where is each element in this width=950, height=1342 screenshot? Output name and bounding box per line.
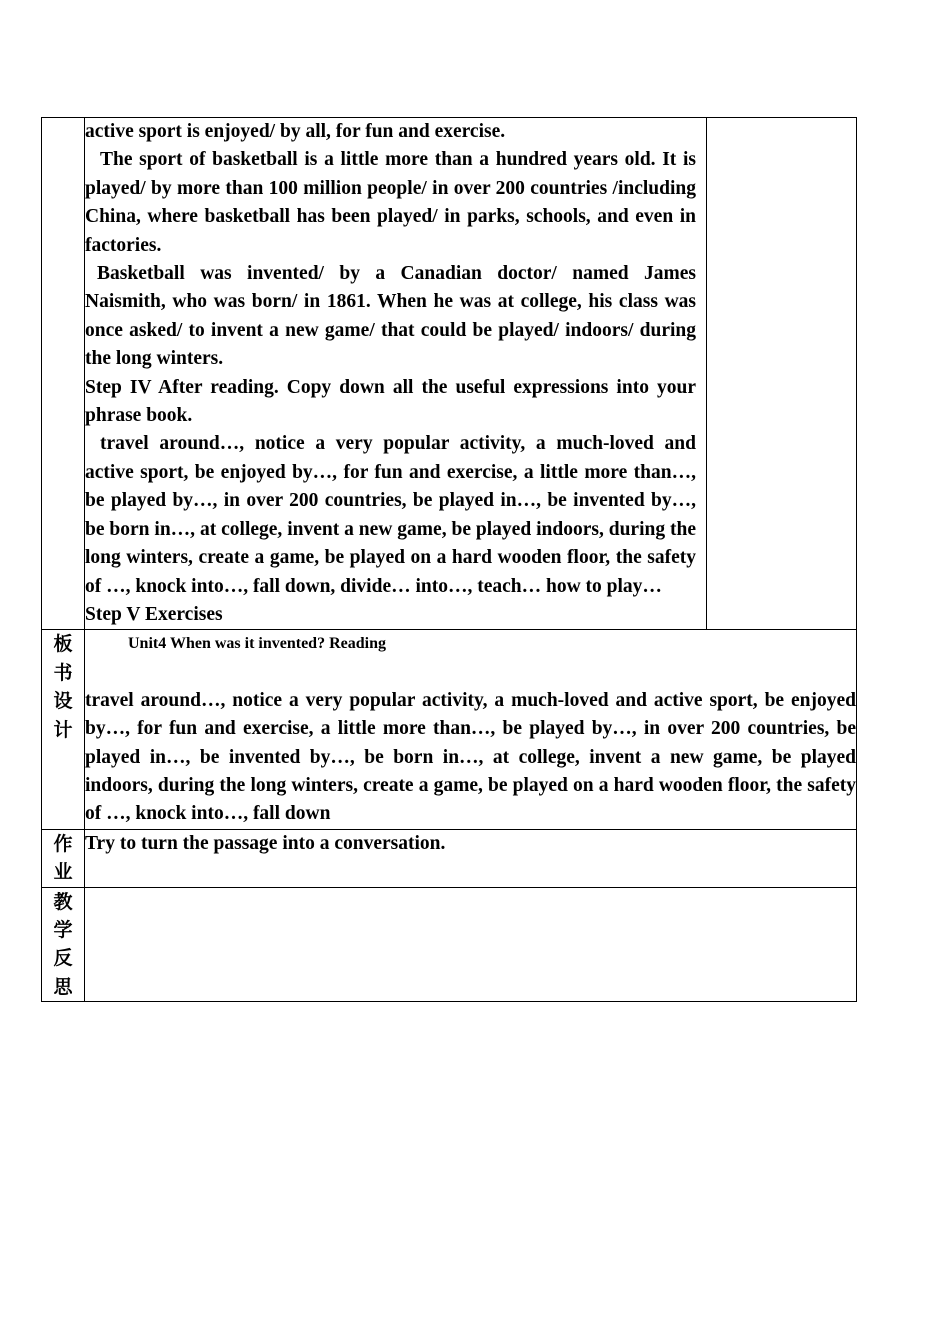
paragraph-basketball-history: The sport of basketball is a little more than a hundred years old. It is played/ by more than 100 million people/ in over 200 countries /including China, where basketball has been played/ in parks, schools, and even in factories.	[85, 149, 696, 256]
label-char: 思	[53, 975, 73, 998]
label-char: 教	[53, 890, 73, 913]
homework-row	[42, 829, 857, 887]
label-char: 作	[53, 832, 73, 855]
label-char: 学	[53, 918, 73, 941]
unit-title: Unit4 When was it invented? Reading	[128, 635, 386, 653]
phrase-list: travel around…, notice a very popular activity, a much-loved and active sport, be enjoyed by…, for fun and exercise, a little more than…, be played by…, in over 200 countries, be played in…, be invented by…, be born in…, at college, invent a new game, be played indoors, during the long winters, create a game, be played on a hard wooden floor, the safety of …, knock into…, fall down, divide… into…, teach… how to play…	[85, 433, 696, 597]
reflection-row	[42, 887, 857, 1002]
lesson-plan-table	[41, 117, 857, 1002]
teaching-process-row	[42, 118, 857, 630]
paragraph-intro: active sport is enjoyed/ by all, for fun and exercise.	[85, 121, 506, 142]
label-char: 书	[53, 661, 73, 684]
step-iv-heading: Step IV After reading. Copy down all the useful expressions into your phrase book.	[85, 376, 696, 427]
reflection-label	[42, 887, 85, 1002]
label-char: 板	[53, 633, 73, 656]
board-design-row	[42, 630, 857, 829]
empty-label-cell	[42, 118, 85, 630]
paragraph-basketball-invention: Basketball was invented/ by a Canadian doctor/ named James Naismith, who was born/ in 1861. When he was at college, his class was once asked/ to invent a new game/ that could be played/ indoors/ during the long winters.	[85, 263, 696, 370]
homework-label	[42, 829, 85, 887]
notes-cell	[707, 118, 857, 630]
homework-cell	[85, 829, 857, 887]
board-design-cell	[85, 630, 857, 829]
board-design-label	[42, 630, 85, 829]
homework-text: Try to turn the passage into a conversation.	[85, 832, 446, 854]
teaching-process-cell	[85, 118, 707, 630]
board-phrase-list: travel around…, notice a very popular activity, a much-loved and active sport, be enjoyed by…, for fun and exercise, a little more than…, be played by…, in over 200 countries, be played in…, be invented by…, be born in…, at college, invent a new game, be played indoors, during the long winters, create a game, be played on a hard wooden floor, the safety of …, knock into…, fall down	[85, 689, 856, 825]
label-char: 业	[53, 861, 73, 884]
label-char: 反	[53, 947, 73, 970]
step-v-heading: Step V Exercises	[85, 603, 223, 625]
label-char: 设	[53, 690, 73, 713]
label-char: 计	[53, 718, 73, 741]
reflection-cell	[85, 887, 857, 1002]
